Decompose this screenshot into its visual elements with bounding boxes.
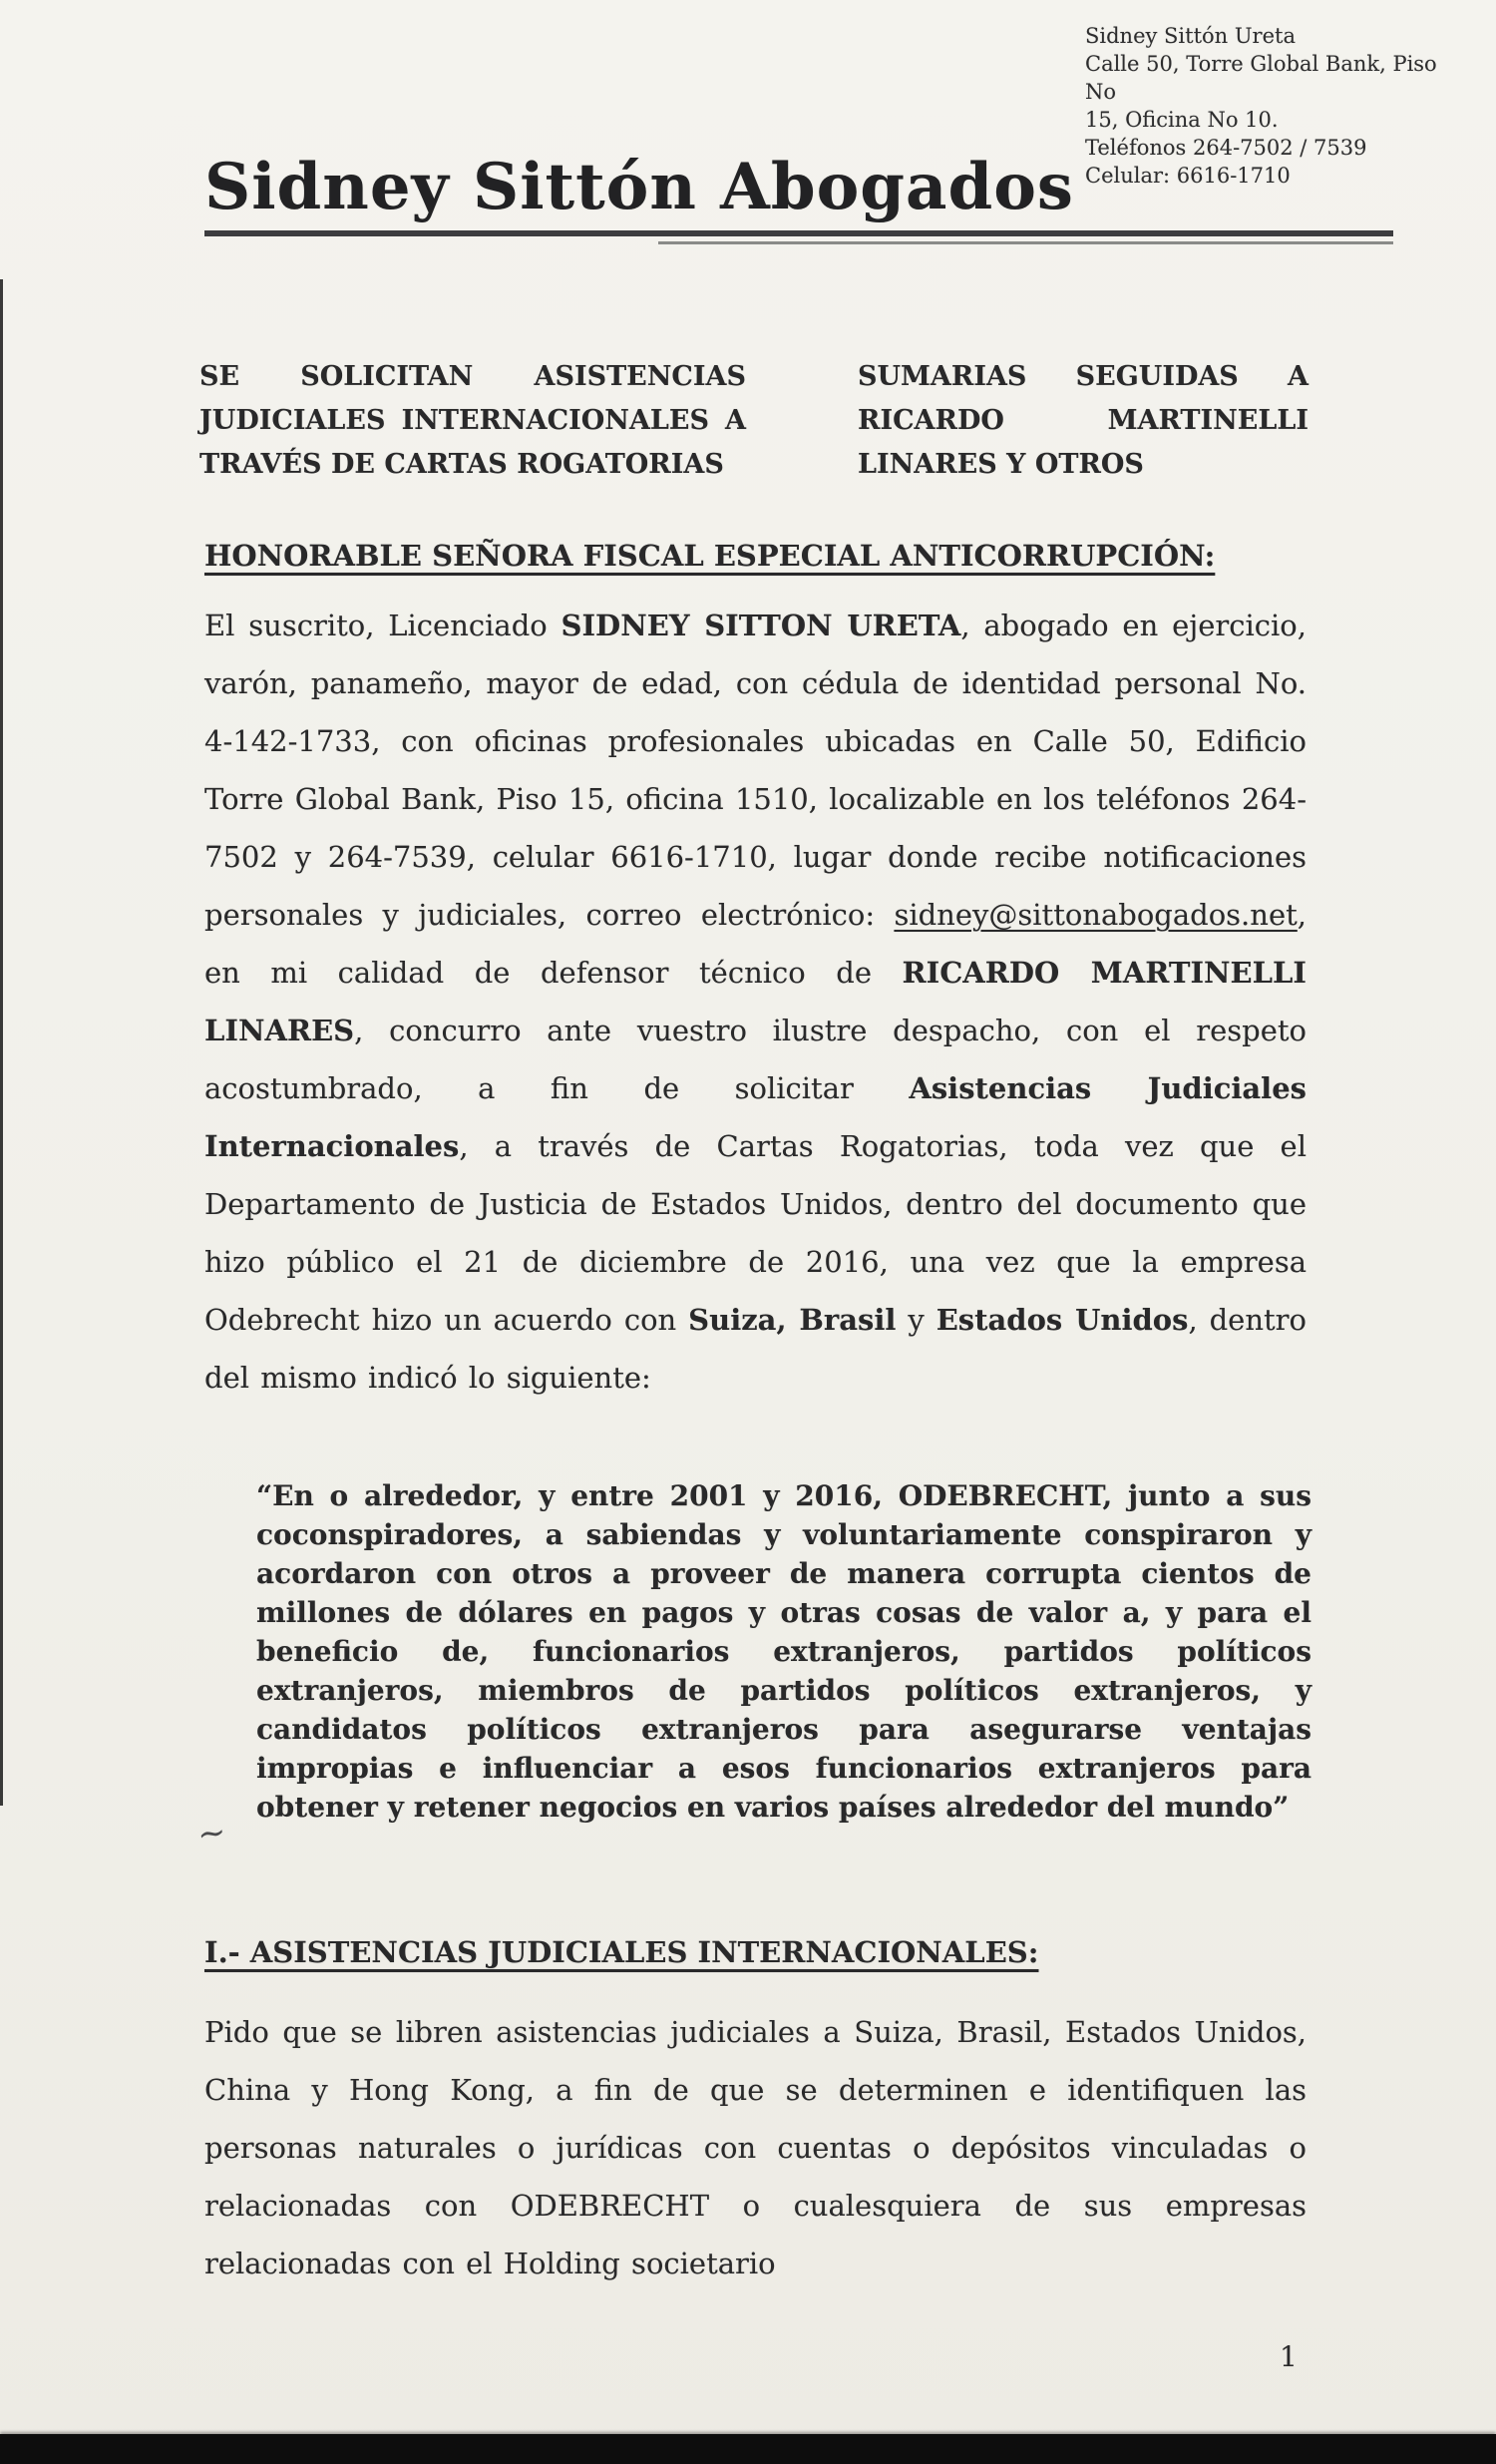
scan-edge-artifact-bottom: [0, 2434, 1496, 2464]
letterhead-rule: [204, 230, 1393, 236]
opening-paragraph: El suscrito, Licenciado SIDNEY SITTON URETA, abogado en ejercicio, varón, panameño, mayor de edad, con cédula de identidad personal No. 4-142-1733, con oficinas profesionales ubicadas en Calle 50, Edificio Torre Global Bank, Piso 15, oficina 1510, localizable en los teléfonos 264-7502 y 264-7539, celular 6616-1710, lugar donde recibe notificaciones personales y judiciales, correo electrónico: sidney@sittonabogados.net, en mi calidad de defensor técnico de RICARDO MARTINELLI LINARES, concurro ante vuestro ilustre despacho, con el respeto acostumbrado, a fin de solicitar Asistencias Judiciales Internacionales, a través de Cartas Rogatorias, toda vez que el Departamento de Justicia de Estados Unidos, dentro del documento que hizo público el 21 de diciembre de 2016, una vez que la empresa Odebrecht hizo un acuerdo con Suiza, Brasil y Estados Unidos, dentro del mismo indicó lo siguiente:: [204, 609, 1308, 1395]
contact-cellphone-line: Celular: 6616-1710: [1085, 164, 1291, 188]
contact-phones-line: Teléfonos 264-7502 / 7539: [1085, 136, 1367, 160]
letterhead-contact-block: [1085, 22, 1444, 190]
firm-name-title: Sidney Sittón Abogados: [204, 150, 1074, 224]
scan-edge-artifact-left: [0, 279, 3, 1806]
caption-petition-subject: SE SOLICITAN ASISTENCIAS JUDICIALES INTERNACIONALES A TRAVÉS DE CARTAS ROGATORIAS: [199, 361, 746, 480]
section-1-heading: I.- ASISTENCIAS JUDICIALES INTERNACIONALES:: [204, 1935, 1039, 1969]
contact-attorney-name: Sidney Sittón Ureta: [1085, 24, 1296, 48]
section-1-paragraph: Pido que se libren asistencias judiciales a Suiza, Brasil, Estados Unidos, China y Hong Kong, a fin de que se determinen e identifiquen las personas naturales o jurídicas con cuentas o depósitos vinculadas o relacionadas con ODEBRECHT o cualesquiera de sus empresas relacionadas con el Holding societario: [204, 2015, 1307, 2280]
case-caption: [199, 355, 1309, 487]
handwritten-margin-mark: ~: [194, 1812, 229, 1855]
contact-address-line-1: Calle 50, Torre Global Bank, Piso No: [1085, 52, 1437, 104]
caption-case-reference: SUMARIAS SEGUIDAS A RICARDO MARTINELLI LINARES Y OTROS: [858, 361, 1309, 480]
contact-address-line-2: 15, Oficina No 10.: [1085, 108, 1279, 132]
odebrecht-agreement-quote: “En o alrededor, y entre 2001 y 2016, ODEBRECHT, junto a sus coconspiradores, a sabiendas y voluntariamente conspiraron y acordaron con otros a proveer de manera corrupta cientos de millones de dólares en pagos y otras cosas de valor a, y para el beneficio de, funcionarios extranjeros, partidos políticos extranjeros, miembros de partidos políticos extranjeros, y candidatos políticos extranjeros para asegurarse ventajas impropias e influenciar a esos funcionarios extranjeros para obtener y retener negocios en varios países alrededor del mundo”: [256, 1479, 1311, 1824]
page-number: 1: [1280, 2340, 1298, 2373]
salutation-heading: HONORABLE SEÑORA FISCAL ESPECIAL ANTICORRUPCIÓN:: [204, 539, 1216, 573]
letterhead-rule-shadow: [658, 241, 1393, 244]
